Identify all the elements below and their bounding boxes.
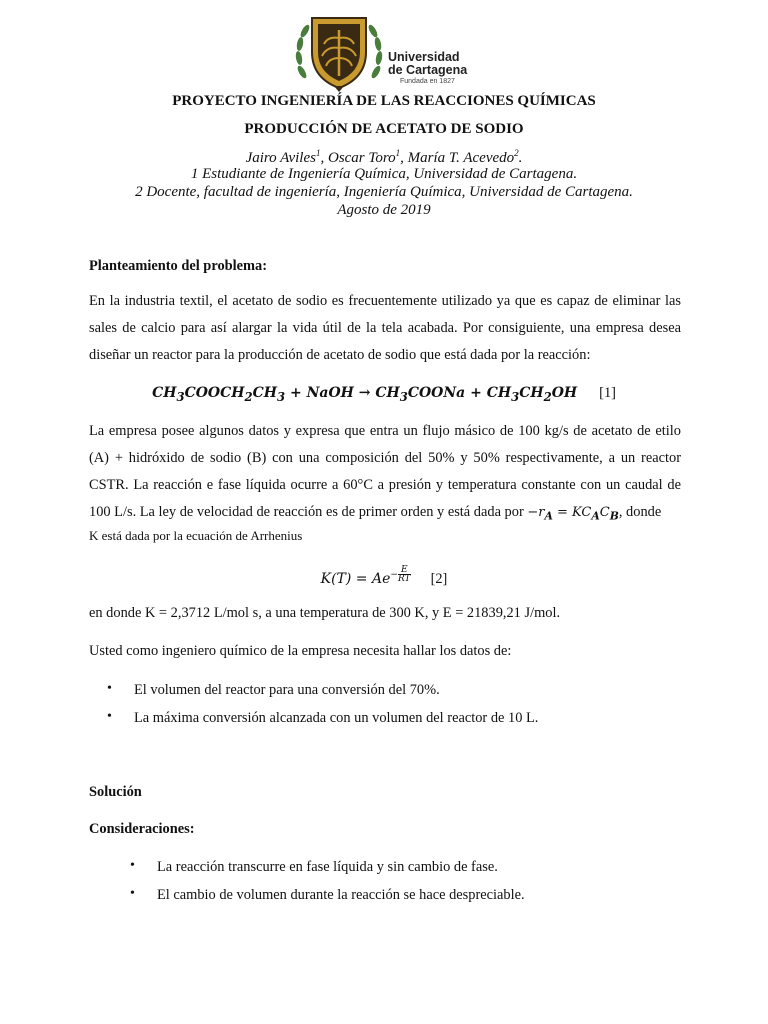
authors-end: .	[518, 150, 523, 166]
bullet-icon: •	[130, 886, 135, 901]
rate-law: $-r_A = KC_AC_B$	[527, 505, 619, 523]
author-1: Jairo Aviles	[245, 150, 316, 166]
equation-1	[0, 384, 768, 404]
problem-paragraph-2	[89, 418, 681, 530]
problem-paragraph-3: en donde K = 2,3712 L/mol s, a una temperatura de 300 K, y E = 21839,21 J/mol.	[89, 605, 561, 621]
author-3-affil: 2	[514, 148, 519, 158]
list-item-text: La máxima conversión alcanzada con un volumen del reactor de 10 L.	[134, 710, 539, 726]
document-date: Agosto de 2019	[337, 202, 431, 218]
logo-line-cartagena: de Cartagena	[388, 63, 468, 77]
reaction-equation: $CH_3COOCH_2CH_3$ + NaOH → $CH_3COONa + CH_3CH_2OH$	[152, 385, 578, 404]
considerations-heading: Consideraciones:	[89, 821, 195, 837]
equation-1-ref: [1]	[599, 385, 616, 401]
author-3: , María T. Acevedo	[400, 150, 515, 166]
author-1-affil: 1	[315, 148, 321, 158]
logo-line-founded: Fundada en 1827	[400, 78, 455, 85]
solution-heading: Solución	[89, 784, 142, 800]
university-logo	[294, 12, 474, 94]
list-item-text: El cambio de volumen durante la reacción se hace despreciable.	[157, 887, 525, 903]
affiliation-2: 2 Docente, facultad de ingeniería, Ingeniería Química, Universidad de Cartagena.	[135, 184, 633, 200]
equation-2	[0, 566, 768, 588]
bullet-icon: •	[107, 709, 112, 724]
arrhenius-equation: $K(T) = Ae^{- \frac{E}{RT}}$	[320, 565, 411, 587]
logo-line-universidad: Universidad	[388, 50, 460, 64]
problem-paragraph-2-text: La empresa posee algunos datos y expresa que entra un flujo másico de 100 kg/s de acetato de etilo (A) + hidróxido de sodio (B) con una composición del 50% y 50% respectivamente, a un reactor CSTR. La reacción e fase líquida ocurre a 60°C a presión y temperatura constante con un caudal de 100 L/s. La ley de velocidad de reacción es de primer orden y está dada por	[89, 423, 681, 520]
equation-2-ref: [2]	[430, 570, 448, 587]
document-subtitle: PRODUCCIÓN DE ACETATO DE SODIO	[244, 121, 524, 137]
bullet-icon: •	[107, 681, 112, 696]
document-title: PROYECTO INGENIERÍA DE LAS REACCIONES QUÍMICAS	[172, 93, 596, 109]
author-2: , Oscar Toro	[320, 150, 396, 166]
list-item-text: La reacción transcurre en fase líquida y sin cambio de fase.	[157, 859, 498, 875]
list-item	[107, 710, 538, 727]
list-item	[130, 859, 498, 876]
problem-paragraph-1: En la industria textil, el acetato de sodio es frecuentemente utilizado ya que es capaz de eliminar las sales de calcio para así alargar la vida útil de la tela acabada. Por consiguiente, una empresa desea diseñar un reactor para la producción de acetato de sodio que está dada por la reacción:	[89, 293, 681, 363]
affiliation-1: 1 Estudiante de Ingeniería Química, Universidad de Cartagena.	[190, 166, 578, 182]
list-item	[107, 682, 440, 699]
authors-line	[0, 148, 768, 167]
bullet-icon: •	[130, 858, 135, 873]
problem-paragraph-2-end: , donde	[618, 504, 662, 520]
crest-icon	[294, 12, 384, 94]
list-item	[130, 887, 525, 904]
problem-heading: Planteamiento del problema:	[89, 258, 267, 274]
problem-paragraph-4: Usted como ingeniero químico de la empresa necesita hallar los datos de:	[89, 643, 512, 659]
author-2-affil: 1	[395, 148, 401, 158]
list-item-text: El volumen del reactor para una conversión del 70%.	[134, 682, 440, 698]
problem-paragraph-2-tail: K está dada por la ecuación de Arrhenius	[89, 528, 303, 543]
